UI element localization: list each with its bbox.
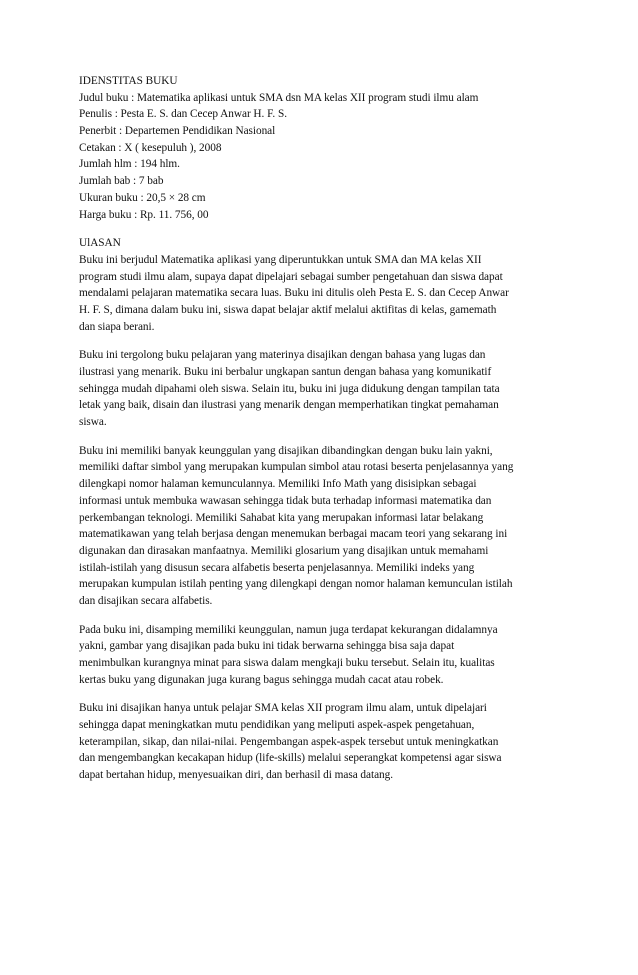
paragraph-line: mendalami pelajaran matematika secara luas. Buku ini ditulis oleh Pesta E. S. dan Cecep Anwar (79, 287, 509, 300)
paragraph-line: Buku ini memiliki banyak keunggulan yang disajikan dibandingkan dengan buku lain yakni, (79, 444, 493, 457)
paragraph-line: dan siapa berani. (79, 320, 155, 333)
paragraph-line: perkembangan teknologi. Memiliki Sahabat kita yang merupakan informasi latar belakang (79, 511, 484, 524)
paragraph-line: ilustrasi yang menarik. Buku ini berbalur ungkapan santun dengan bahasa yang komunikatif (79, 366, 492, 378)
identity-line-size: Ukuran buku : 20,5 × 28 cm (79, 191, 206, 204)
paragraph-line: informasi untuk membuka wawasan sehingga tidak buta terhadap informasi matematika dan (79, 494, 492, 507)
paragraph-line: Buku ini tergolong buku pelajaran yang materinya disajikan dengan bahasa yang lugas dan (79, 349, 486, 362)
paragraph-line: Buku ini berjudul Matematika aplikasi yang diperuntukkan untuk SMA dan MA kelas XII (79, 253, 482, 266)
paragraph-line: memiliki daftar simbol yang merupakan kumpulan simbol atau rotasi beserta penjelasannya yang (79, 461, 514, 474)
review-heading: UlASAN (79, 237, 121, 250)
review-paragraph-2 (79, 347, 569, 430)
paragraph-line: H. F. S, dimana dalam buku ini, siswa dapat belajar aktif melalui aktifitas di kelas, gamemath (79, 303, 497, 316)
paragraph-line: merupakan kumpulan istilah penting yang dilengkapi dengan nomor halaman kemunculan istilah (79, 578, 513, 591)
paragraph-line: letak yang baik, disain dan ilustrasi yang menarik dengan memperhatikan tingkat pemahaman (79, 399, 499, 412)
paragraph-line: kertas buku yang digunakan juga kurang bagus sehingga mudah cacat atau robek. (79, 673, 444, 686)
paragraph-line: dan disajikan secara alfabetis. (79, 594, 213, 607)
paragraph-line: dilengkapi nomor halaman kemunculannya. Memiliki Info Math yang disisipkan sebagai (79, 478, 477, 491)
identity-line-chapters: Jumlah bab : 7 bab (79, 175, 164, 188)
paragraph-line: menimbulkan kurangnya minat para siswa dalam mengkaji buku tersebut. Selain itu, kualitas (79, 657, 495, 669)
paragraph-line: program studi ilmu alam, supaya dapat dipelajari sebagai sumber pengetahuan dan siswa dapat (79, 270, 503, 283)
identity-line-edition: Cetakan : X ( kesepuluh ), 2008 (79, 141, 222, 154)
paragraph-line: yakni, gambar yang disajikan pada buku ini tidak berwarna sehingga bisa saja dapat (79, 640, 455, 653)
identity-line-title: Judul buku : Matematika aplikasi untuk SMA dsn MA kelas XII program studi ilmu alam (79, 91, 479, 104)
paragraph-line: dapat bertahan hidup, menyesuaikan diri, dan berhasil di masa datang. (79, 769, 394, 782)
review-paragraph-4 (79, 622, 569, 689)
identity-line-author: Penulis : Pesta E. S. dan Cecep Anwar H. F. S. (79, 108, 287, 121)
identity-heading: IDENSTITAS BUKU (79, 75, 178, 87)
paragraph-line: sehingga dapat meningkatkan mutu pendidikan yang meliputi aspek-aspek pengetahuan, (79, 719, 475, 732)
paragraph-line: Pada buku ini, disamping memiliki keunggulan, namun juga terdapat kekurangan didalamnya (79, 623, 498, 636)
book-identity-section (79, 73, 569, 223)
review-paragraph-3 (79, 443, 569, 610)
paragraph-line: keterampilan, sikap, dan nilai-nilai. Pengembangan aspek-aspek tersebut untuk meningkatkan (79, 735, 499, 748)
identity-line-publisher: Penerbit : Departemen Pendidikan Nasional (79, 125, 276, 138)
paragraph-line: Buku ini disajikan hanya untuk pelajar SMA kelas XII program ilmu alam, untuk dipelajari (79, 702, 487, 715)
paragraph-line: dan mengembangkan kecakapan hidup (life-skills) melalui seperangkat kompetensi agar siswa (79, 752, 502, 765)
paragraph-line: digunakan dan dirasakan manfaatnya. Memiliki glosarium yang disajikan untuk memahami (79, 544, 489, 557)
review-paragraph-5 (79, 700, 569, 783)
paragraph-line: siswa. (79, 416, 107, 429)
review-paragraph-1 (79, 235, 569, 335)
identity-line-pages: Jumlah hlm : 194 hlm. (79, 158, 180, 171)
paragraph-line: istilah-istilah yang disusun secara alfabetis beserta penjelasannya. Memiliki indeks yang (79, 561, 475, 574)
document-page (79, 73, 569, 784)
identity-line-price: Harga buku : Rp. 11. 756, 00 (79, 208, 209, 221)
paragraph-line: matematikawan yang telah berjasa dengan menemukan berbagai macam teori yang sekarang ini (79, 528, 508, 541)
paragraph-line: sehingga mudah dipahami oleh siswa. Selain itu, buku ini juga didukung dengan tampilan tata (79, 382, 500, 395)
